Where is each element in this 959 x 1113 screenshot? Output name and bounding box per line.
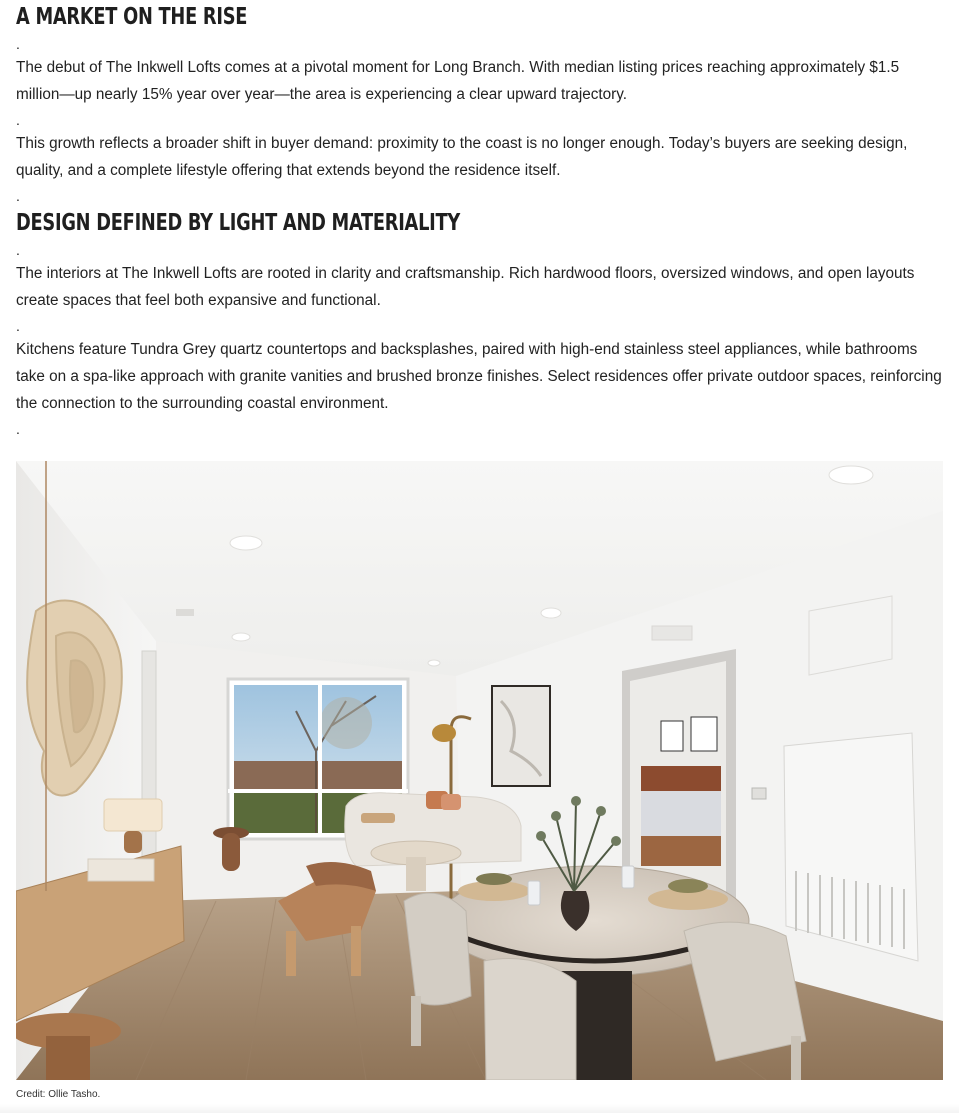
page-bottom-fade [0,1104,959,1113]
photo-credit: Credit: Ollie Tasho. [16,1089,101,1100]
article-body [16,0,943,439]
paragraph-buyer-demand: This growth reflects a broader shift in buyer demand: proximity to the coast is no longer enough. Today’s buyers are seeking design, quality, and a complete lifestyle offering that extends beyond the residence itself. [16,135,908,179]
interior-photo [16,461,943,1080]
paragraph-kitchens: Kitchens feature Tundra Grey quartz countertops and backsplashes, paired with high-end stainless steel appliances, while bathrooms take on a spa-like approach with granite vanities and brushed bronze finishes. Select residences offer private outdoor spaces, reinforcing the connection to the surrounding coastal environment. [16,341,942,412]
paragraph-market-debut: The debut of The Inkwell Lofts comes at a pivotal moment for Long Branch. With median listing prices reaching approximately $1.5 million—up nearly 15% year over year—the area is experiencing a clear upward trajectory. [16,59,900,103]
separator-dot: . [16,112,20,128]
separator-dot: . [16,36,20,52]
section-heading-market: A MARKET ON THE RISE [16,4,248,30]
separator-dot: . [16,318,20,334]
separator-dot: . [16,421,20,437]
section-heading-design: DESIGN DEFINED BY LIGHT AND MATERIALITY [16,210,461,236]
paragraph-interiors: The interiors at The Inkwell Lofts are rooted in clarity and craftsmanship. Rich hardwood floors, oversized windows, and open layouts create spaces that feel both expansive and functional. [16,265,915,309]
separator-dot: . [16,188,20,204]
separator-dot: . [16,242,20,258]
